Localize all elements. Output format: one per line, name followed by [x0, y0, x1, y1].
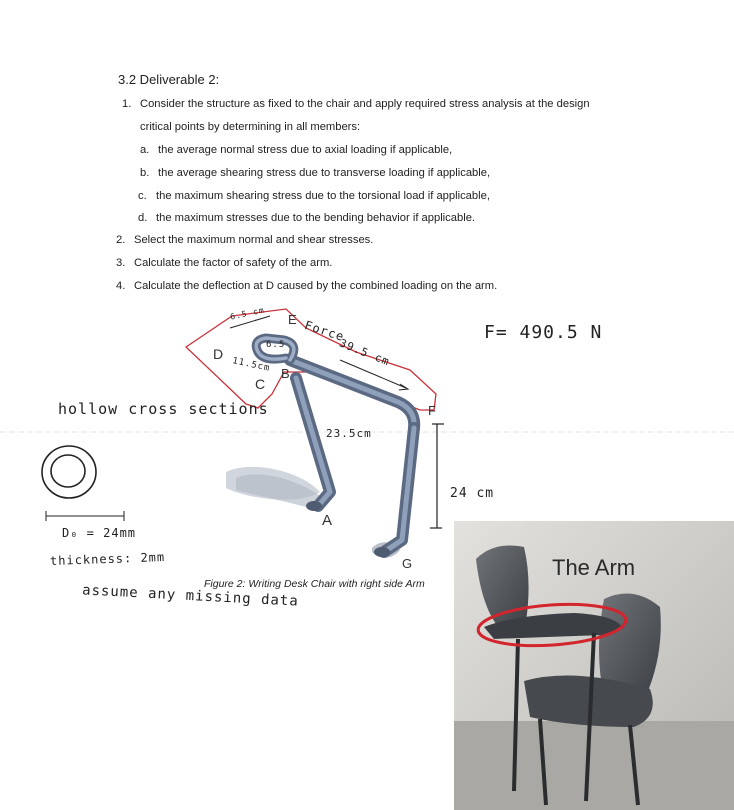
dim-top-label: 6.5 cm — [229, 305, 266, 322]
item-c-letter: c. — [138, 190, 147, 202]
foot-a — [306, 501, 322, 511]
item-2: Select the maximum normal and shear stresses. — [134, 234, 374, 246]
dim-run-label: 39.5 cm — [337, 336, 392, 369]
item-4-number: 4. — [116, 280, 126, 292]
item-c: the maximum shearing stress due to the torsional load if applicable, — [156, 190, 490, 202]
item-4: Calculate the deflection at D caused by the combined loading on the arm. — [134, 280, 498, 292]
dim-height-label: 24 cm — [450, 486, 495, 501]
point-b: B — [281, 366, 290, 381]
point-d: D — [213, 346, 224, 362]
note-thickness: thickness: 2mm — [49, 549, 166, 569]
note-hollow: hollow cross sections — [58, 400, 269, 418]
figure-caption: Figure 2: Writing Desk Chair with right side Arm — [204, 578, 425, 590]
force-label: Force — [302, 317, 347, 345]
item-b: the average shearing stress due to transverse loading if applicable, — [158, 167, 491, 179]
point-e: E — [288, 312, 297, 327]
item-b-letter: b. — [140, 167, 150, 179]
point-g: G — [402, 556, 413, 571]
item-d-letter: d. — [138, 212, 148, 224]
item-1-line-1: Consider the structure as fixed to the chair and apply required stress analysis at the design — [140, 98, 590, 110]
item-a: the average normal stress due to axial loading if applicable, — [158, 144, 453, 156]
item-1-number: 1. — [122, 98, 132, 110]
item-3-number: 3. — [116, 257, 126, 269]
item-1-line-2: critical points by determining in all members: — [140, 121, 361, 133]
deliverable-heading: 3.2 Deliverable 2: — [118, 72, 220, 87]
item-2-number: 2. — [116, 234, 126, 246]
photo-floor — [454, 721, 734, 810]
photo-title: The Arm — [552, 555, 636, 580]
dim-side-label: 11.5cm — [231, 356, 272, 374]
item-a-letter: a. — [140, 144, 150, 156]
item-d: the maximum stresses due to the bending behavior if applicable. — [156, 212, 476, 224]
dim-mid-label: 6.5 — [266, 340, 286, 350]
point-f: F — [428, 403, 436, 418]
cross-section-outer — [42, 446, 96, 498]
point-c: C — [255, 376, 266, 392]
note-do: D₀ = 24mm — [62, 526, 137, 540]
force-value: F= 490.5 N — [484, 322, 603, 343]
foot-g — [374, 547, 390, 557]
point-a: A — [322, 512, 333, 529]
chair-photo — [454, 521, 734, 810]
dim-vertical-label: 23.5cm — [326, 427, 372, 440]
cross-section-inner — [51, 455, 85, 487]
note-assume: assume any missing data — [81, 582, 300, 610]
item-3: Calculate the factor of safety of the arm. — [134, 257, 333, 269]
